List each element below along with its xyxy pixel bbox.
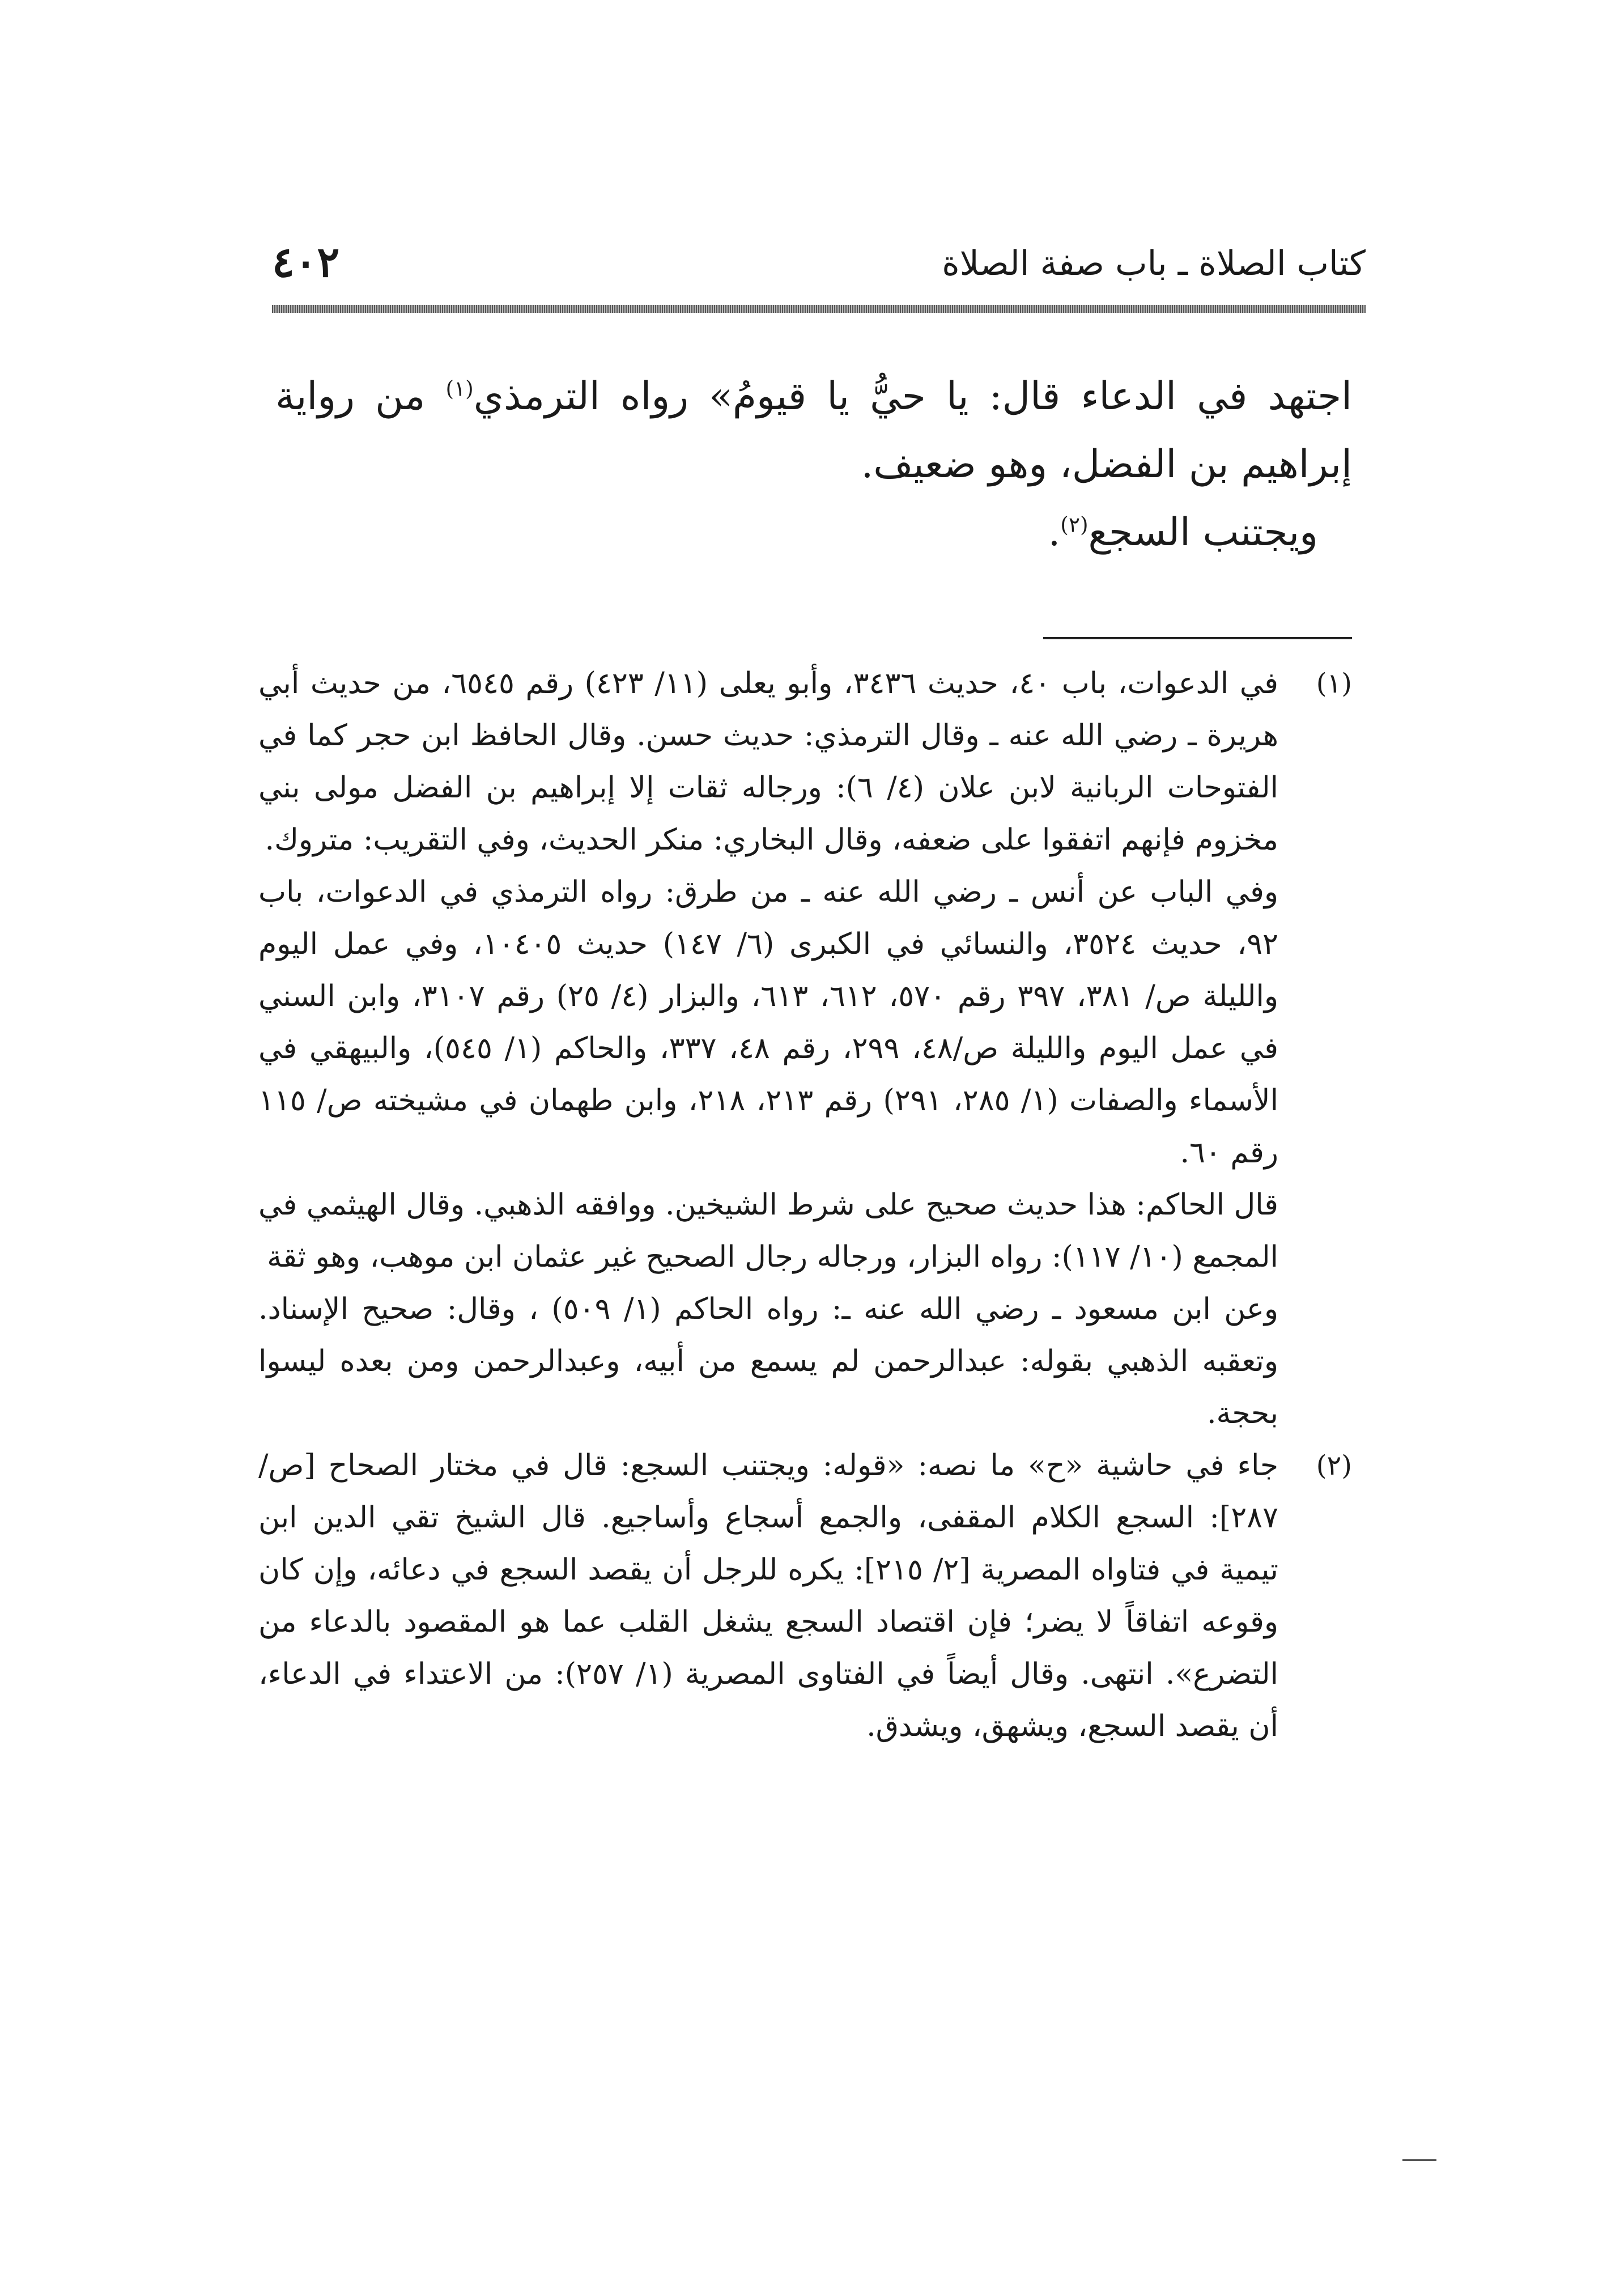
main-paragraph-text-continued: .	[1048, 510, 1061, 555]
footnote-ref-1: (١)	[445, 376, 474, 401]
footnote-number: (٢)	[1316, 1450, 1352, 1481]
footnote-paragraph: في الدعوات، باب ٤٠، حديث ٣٤٣٦، وأبو يعلى (١١/ ٤٢٣) رقم ٦٥٤٥، من حديث أبي هريرة ـ رضي الله عنه ـ وقال الترمذي: حديث حسن. وقال الحافظ ابن حجر كما في الفتوحات الربانية لابن علان (٤/ ٦): ورجاله ثقات إلا إبراهيم بن الفضل مولى بني مخزوم فإنهم اتفقوا على ضعفه، وقال البخاري: منكر الحديث، وفي التقريب: متروك.	[258, 666, 1278, 857]
running-title: كتاب الصلاة ـ باب صفة الصلاة	[942, 244, 1366, 283]
main-paragraph-text: اجتهد في الدعاء قال: يا حيُّ يا قيومُ» رواه الترمذي	[473, 374, 1353, 419]
footnotes	[258, 657, 1352, 1752]
footnote-body	[258, 657, 1278, 1440]
page-number: ٤٠٢	[272, 238, 340, 287]
footnote	[258, 1440, 1352, 1752]
footnote-separator	[1043, 637, 1352, 639]
footnote-paragraph: جاء في حاشية «ح» ما نصه: «قوله: ويجتنب السجع: قال في مختار الصحاح [ص/ ٢٨٧]: السجع الكلام المقفى، والجمع أسجاع وأساجيع. قال الشيخ تقي الدين ابن تيمية في فتاواه المصرية [٢/ ٢١٥]: يكره للرجل أن يقصد السجع في دعائه، وإن كان وقوعه اتفاقاً لا يضر؛ فإن اقتصاد السجع يشغل القلب عما هو المقصود بالدعاء من التضرع». انتهى. وقال أيضاً في الفتاوى المصرية (١/ ٢٥٧): من الاعتداء في الدعاء، أن يقصد السجع، ويشهق، ويشدق.	[258, 1449, 1278, 1743]
main-paragraph-text-continued: من رواية إبراهيم بن الفضل، وهو ضعيف.	[275, 374, 1352, 487]
footnote-paragraph: قال الحاكم: هذا حديث صحيح على شرط الشيخين. ووافقه الذهبي. وقال الهيثمي في المجمع (١٠/ ١١٧): رواه البزار، ورجاله رجال الصحيح غير عثمان ابن موهب، وهو ثقة	[258, 1188, 1278, 1274]
footnote-number: (١)	[1316, 668, 1352, 699]
main-paragraph	[275, 499, 1352, 567]
main-text	[275, 363, 1352, 567]
footnote-ref-2: (٢)	[1060, 512, 1089, 537]
footnote	[258, 657, 1352, 1440]
footnote-paragraph: وعن ابن مسعود ـ رضي الله عنه ـ: رواه الحاكم (١/ ٥٠٩) ، وقال: صحيح الإسناد. وتعقبه الذهبي بقوله: عبدالرحمن لم يسمع من أبيه، وعبدالرحمن ومن بعده ليسوا بحجة.	[258, 1292, 1278, 1430]
page-header	[272, 238, 1366, 295]
main-paragraph-text: ويجتنب السجع	[1088, 510, 1318, 555]
header-rule	[272, 305, 1366, 313]
main-paragraph	[275, 363, 1352, 499]
footnote-body	[258, 1440, 1278, 1752]
scan-mark	[1402, 2159, 1436, 2161]
footnote-paragraph: وفي الباب عن أنس ـ رضي الله عنه ـ من طرق: رواه الترمذي في الدعوات، باب ٩٢، حديث ٣٥٢٤، والنسائي في الكبرى (٦/ ١٤٧) حديث ١٠٤٠٥، وفي عمل اليوم والليلة ص/ ٣٨١، ٣٩٧ رقم ٥٧٠، ٦١٢، ٦١٣، والبزار (٤/ ٢٥) رقم ٣١٠٧، وابن السني في عمل اليوم والليلة ص/٤٨، ٢٩٩، رقم ٤٨، ٣٣٧، والحاكم (١/ ٥٤٥)، والبيهقي في الأسماء والصفات (١/ ٢٨٥، ٢٩١) رقم ٢١٣، ٢١٨، وابن طهمان في مشيخته ص/ ١١٥ رقم ٦٠.	[258, 875, 1279, 1170]
